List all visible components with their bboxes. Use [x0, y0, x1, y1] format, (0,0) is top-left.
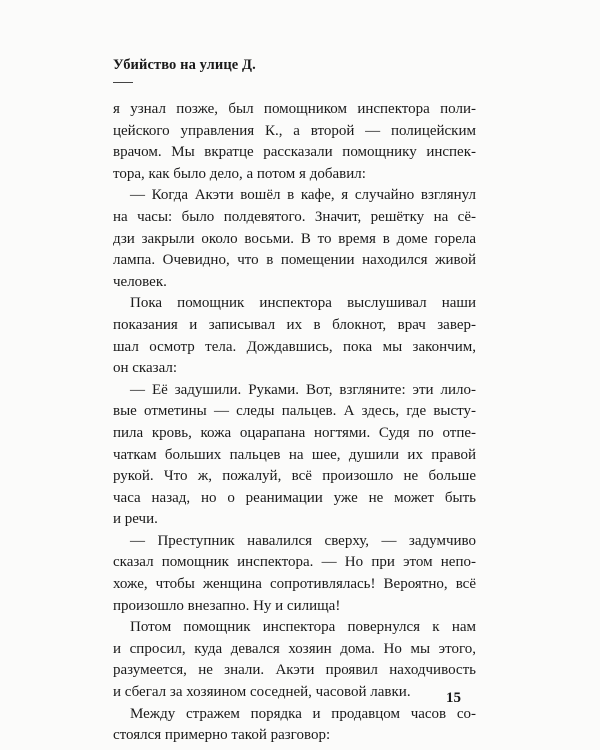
- text-line: Между стражем порядка и продавцом часов со-: [130, 705, 476, 722]
- text-line: — Её задушили. Руками. Вот, взгляните: эти лило-: [130, 381, 476, 398]
- page-number: 15: [446, 690, 461, 706]
- text-line: лампа. Очевидно, что в помещении находился живой: [113, 252, 476, 269]
- text-line: и спросил, куда девался хозяин дома. Но мы этого,: [113, 640, 476, 657]
- text-line: и сбегал за хозяином соседней, часовой лавки.: [113, 684, 411, 701]
- text-line: вые отметины — следы пальцев. А здесь, где высту-: [113, 403, 476, 420]
- text-line: хоже, чтобы женщина сопротивлялась! Вероятно, всё: [113, 576, 476, 593]
- text-line: стоялся примерно такой разговор:: [113, 727, 331, 744]
- text-line: я узнал позже, был помощником инспектора поли-: [113, 101, 476, 117]
- text-line: и речи.: [113, 511, 158, 528]
- body-text: [113, 99, 476, 747]
- text-line: цейского управления К., а второй — полицейским: [113, 122, 476, 139]
- text-line: разумеется, не знали. Акэти проявил находчивость: [113, 662, 476, 679]
- text-line: шал осмотр тела. Дождавшись, пока мы закончим,: [113, 338, 476, 355]
- text-line: пила кровь, кожа оцарапана ногтями. Судя по отпе-: [113, 424, 476, 441]
- text-line: человек.: [113, 273, 167, 290]
- running-head: Убийство на улице Д.: [113, 57, 256, 73]
- text-line: сказал помощник инспектора. — Но при этом непо-: [113, 554, 476, 571]
- text-line: рукой. Что ж, пожалуй, всё произошло не больше: [113, 468, 476, 485]
- text-line: тора, как было дело, а потом я добавил:: [113, 165, 366, 182]
- running-head-rule: [113, 82, 133, 83]
- text-line: часа назад, но о реанимации уже не может быть: [113, 489, 476, 506]
- text-line: дзи закрыли около восьми. В то время в доме горела: [113, 230, 476, 247]
- text-line: он сказал:: [113, 360, 178, 377]
- text-line: на часы: было полдевятого. Значит, решётку на сё-: [113, 208, 476, 225]
- text-line: — Преступник навалился сверху, — задумчиво: [130, 532, 476, 549]
- text-line: — Когда Акэти вошёл в кафе, я случайно взглянул: [130, 187, 476, 204]
- text-line: показания и записывал их в блокнот, врач завер-: [113, 316, 476, 333]
- text-line: произошло внезапно. Ну и силища!: [113, 597, 341, 614]
- text-line: врачом. Мы вкратце рассказали помощнику инспек-: [113, 144, 476, 161]
- text-line: Пока помощник инспектора выслушивал наши: [130, 295, 476, 312]
- text-line: Потом помощник инспектора повернулся к нам: [130, 619, 476, 636]
- text-line: чаткам больших пальцев на шее, душили их правой: [113, 446, 476, 463]
